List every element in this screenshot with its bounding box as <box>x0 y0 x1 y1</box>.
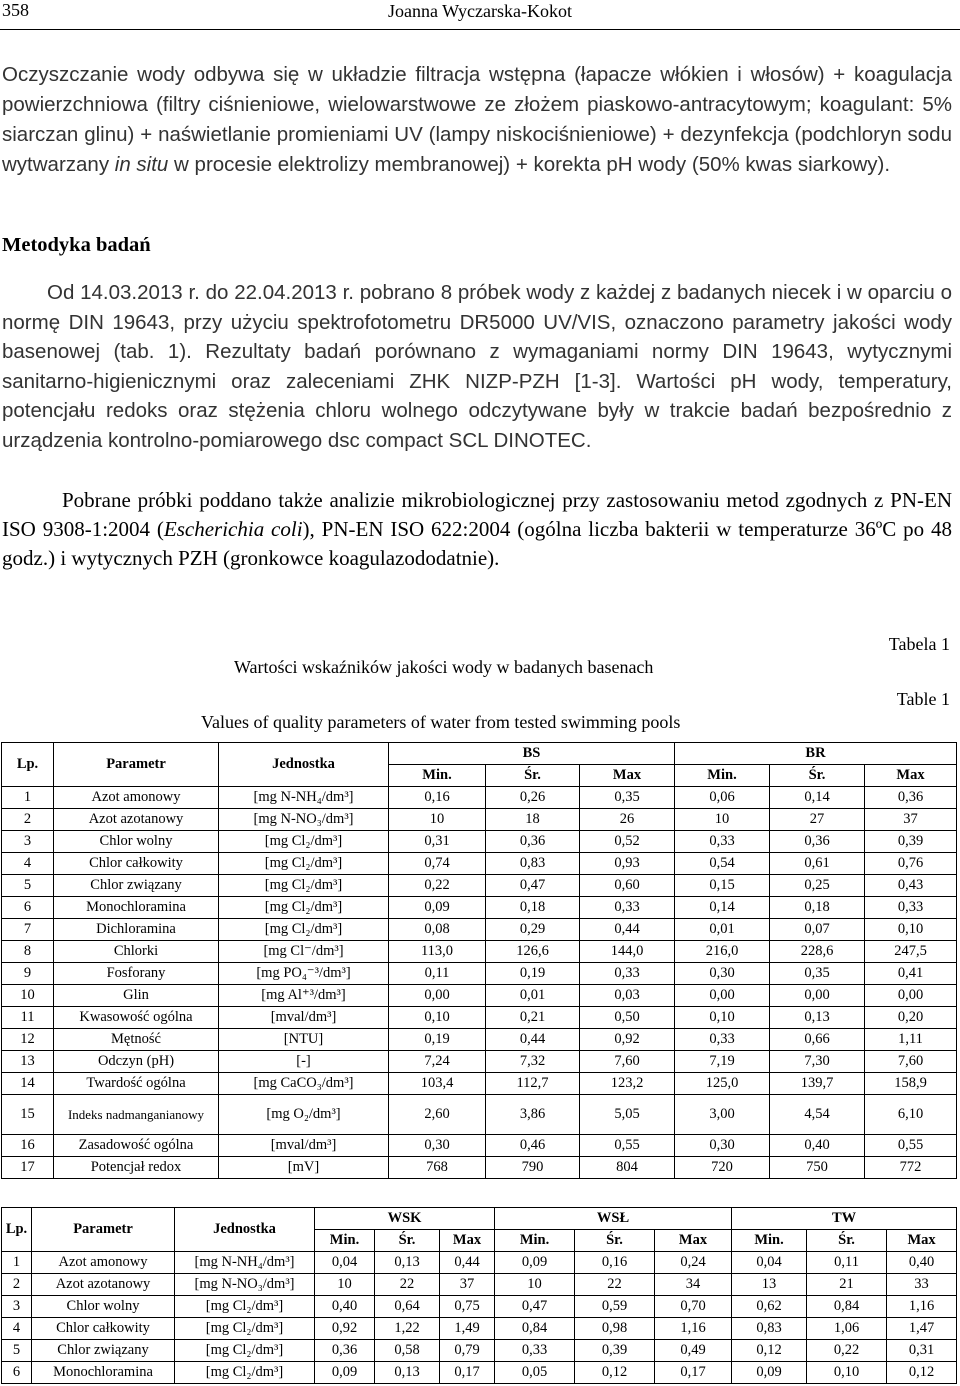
table-cell: 0,00 <box>865 985 957 1007</box>
table-cell: [mg N-NO₃/dm³] <box>175 1274 315 1296</box>
table-cell: 0,09 <box>389 897 486 919</box>
table-cell: 0,46 <box>486 1135 580 1157</box>
table-cell: Monochloramina <box>54 897 219 919</box>
table-cell: [mg Cl₂/dm³] <box>219 919 389 941</box>
table-cell: 0,33 <box>580 897 675 919</box>
table-cell: 5 <box>2 1340 32 1362</box>
table-cell: 1,16 <box>655 1318 732 1340</box>
table-cell: 0,84 <box>807 1296 887 1318</box>
table-cell: 0,30 <box>675 963 770 985</box>
table-cell: 0,00 <box>770 985 865 1007</box>
table-cell: Chlor związany <box>54 875 219 897</box>
table-row <box>2 1157 957 1179</box>
col-sr: Śr. <box>770 765 865 787</box>
table-cell: 1,22 <box>375 1318 440 1340</box>
quality-table-bs-br <box>1 742 957 1179</box>
table-cell: 0,92 <box>580 1029 675 1051</box>
table-cell: 0,35 <box>580 787 675 809</box>
paragraph-treatment-part2: w procesie elektrolizy membranowej) + korekta pH wody (50% kwas siarkowy). <box>168 153 891 176</box>
table-cell: [mg Cl₂/dm³] <box>219 897 389 919</box>
table-caption-pl: Wartości wskaźników jakości wody w badanych basenach <box>234 657 654 677</box>
table-cell: 0,36 <box>315 1340 375 1362</box>
table-row <box>2 1073 957 1095</box>
table-cell: Zasadowość ogólna <box>54 1135 219 1157</box>
table-cell: 0,11 <box>389 963 486 985</box>
table-cell: Chlor związany <box>32 1340 175 1362</box>
table-cell: 0,18 <box>770 897 865 919</box>
table-cell: 0,36 <box>770 831 865 853</box>
header-rule <box>0 29 960 30</box>
table-cell: 0,43 <box>865 875 957 897</box>
table-cell: 15 <box>2 1095 54 1135</box>
table-cell: 0,74 <box>389 853 486 875</box>
table-cell: 10 <box>675 809 770 831</box>
table-cell: 0,31 <box>389 831 486 853</box>
table-cell: 0,39 <box>865 831 957 853</box>
table-cell: 0,39 <box>575 1340 655 1362</box>
table-cell: 0,09 <box>495 1252 575 1274</box>
table-cell: 0,55 <box>865 1135 957 1157</box>
table-cell: [mg Cl₂/dm³] <box>219 831 389 853</box>
table-cell: 0,50 <box>580 1007 675 1029</box>
table-cell: 0,83 <box>486 853 580 875</box>
table-cell: Odczyn (pH) <box>54 1051 219 1073</box>
table-cell: 10 <box>2 985 54 1007</box>
table-cell: 0,49 <box>655 1340 732 1362</box>
table-cell: 0,83 <box>732 1318 807 1340</box>
table-cell: 9 <box>2 963 54 985</box>
table-cell: Chlor całkowity <box>54 853 219 875</box>
table-cell: [mg N-NH₄/dm³] <box>219 787 389 809</box>
table-cell: 0,58 <box>375 1340 440 1362</box>
table-cell: [mg N-NO₃/dm³] <box>219 809 389 831</box>
table-cell: 0,33 <box>675 831 770 853</box>
table-cell: 21 <box>807 1274 887 1296</box>
table-cell: 123,2 <box>580 1073 675 1095</box>
table-cell: 22 <box>375 1274 440 1296</box>
table-row <box>2 985 957 1007</box>
table-cell: 0,30 <box>389 1135 486 1157</box>
table-cell: Azot amonowy <box>54 787 219 809</box>
table-cell: 790 <box>486 1157 580 1179</box>
table-cell: 10 <box>495 1274 575 1296</box>
table-cell: 1 <box>2 787 54 809</box>
col-max: Max <box>440 1230 495 1252</box>
table-cell: 0,64 <box>375 1296 440 1318</box>
table-cell: 7,60 <box>580 1051 675 1073</box>
table-cell: 0,03 <box>580 985 675 1007</box>
table-row <box>2 1095 957 1135</box>
table-cell: 7,60 <box>865 1051 957 1073</box>
table-cell: 0,40 <box>887 1252 957 1274</box>
table-cell: 2,60 <box>389 1095 486 1135</box>
table-cell: 0,26 <box>486 787 580 809</box>
table-cell: 0,62 <box>732 1296 807 1318</box>
table-cell: 0,30 <box>675 1135 770 1157</box>
table-cell: 6 <box>2 1362 32 1384</box>
group-bs: BS <box>389 743 675 765</box>
table-caption-en: Values of quality parameters of water from tested swimming pools <box>201 712 681 732</box>
paragraph-microbiology-italic: Escherichia coli <box>163 517 303 541</box>
table-cell: 0,01 <box>675 919 770 941</box>
col-sr: Śr. <box>807 1230 887 1252</box>
table-cell: 144,0 <box>580 941 675 963</box>
table-cell: [mg Cl₂/dm³] <box>175 1362 315 1384</box>
table-cell: 3 <box>2 831 54 853</box>
table-row <box>2 941 957 963</box>
table-cell: 0,04 <box>315 1252 375 1274</box>
table-cell: 0,13 <box>375 1252 440 1274</box>
table-cell: 4 <box>2 853 54 875</box>
table-cell: 3 <box>2 1296 32 1318</box>
table-cell: 247,5 <box>865 941 957 963</box>
paragraph-treatment-part1: Oczyszczanie wody odbywa się w układzie filtracja wstępna (łapacze włókien i włosów) + koagulacja powierzchniowa (filtry ciśnieniowe, wielowarstwowe ze złożem piaskowo-antracytowym; koagulant: 5% siarczan glinu) + naświetlanie promieniami UV (lampy niskociśnieniowe) + dezynfekcja (podchloryn sodu wytwarzany <box>2 63 952 176</box>
table-cell: 11 <box>2 1007 54 1029</box>
table-cell: 1,06 <box>807 1318 887 1340</box>
table-cell: 0,10 <box>389 1007 486 1029</box>
table-cell: 0,44 <box>486 1029 580 1051</box>
table-cell: 0,17 <box>440 1362 495 1384</box>
section-heading: Metodyka badań <box>2 234 151 256</box>
running-head-author: Joanna Wyczarska-Kokot <box>387 1 573 21</box>
table-cell: 0,47 <box>495 1296 575 1318</box>
table-cell: Glin <box>54 985 219 1007</box>
table-cell: 0,79 <box>440 1340 495 1362</box>
table-cell: [NTU] <box>219 1029 389 1051</box>
table-cell: 13 <box>2 1051 54 1073</box>
table-cell: 1,11 <box>865 1029 957 1051</box>
table-cell: 2 <box>2 1274 32 1296</box>
table-cell: 1,16 <box>887 1296 957 1318</box>
table-cell: 0,17 <box>655 1362 732 1384</box>
table-cell: 139,7 <box>770 1073 865 1095</box>
table-cell: [mg Cl⁻/dm³] <box>219 941 389 963</box>
table-cell: 0,40 <box>315 1296 375 1318</box>
table-cell: 0,09 <box>315 1362 375 1384</box>
table-cell: [mg N-NH₄/dm³] <box>175 1252 315 1274</box>
table-cell: 37 <box>440 1274 495 1296</box>
col-min: Min. <box>315 1230 375 1252</box>
table-cell: 3,86 <box>486 1095 580 1135</box>
table-cell: 4,54 <box>770 1095 865 1135</box>
table-cell: 0,07 <box>770 919 865 941</box>
group-tw: TW <box>732 1208 957 1230</box>
paragraph-methodology: Od 14.03.2013 r. do 22.04.2013 r. pobrano 8 próbek wody z każdej z badanych niecek i w oparciu o normę DIN 19643, przy użyciu spektrofotometru DR5000 UV/VIS, oznaczono parametry jakości wody basenowej (tab. 1). Rezultaty badań porównano z wymaganiami normy DIN 19643, wytycznymi sanitarno-higienicznymi oraz zaleceniami ZHK NIZP-PZH [1-3]. Wartości pH wody, temperatury, potencjału redoks oraz stężenia chloru wolnego odczytywane były w trakcie badań bezpośrednio z urządzenia kontrolno-pomiarowego dsc compact SCL DINOTEC. <box>2 281 952 452</box>
table-cell: 0,76 <box>865 853 957 875</box>
col-min: Min. <box>389 765 486 787</box>
table-cell: 0,09 <box>732 1362 807 1384</box>
table-cell: Azot amonowy <box>32 1252 175 1274</box>
table-cell: 17 <box>2 1157 54 1179</box>
table-cell: 8 <box>2 941 54 963</box>
tabela-label: Tabela 1 <box>888 634 950 654</box>
table-cell: 0,31 <box>887 1340 957 1362</box>
table-row <box>2 1318 957 1340</box>
table-cell: 33 <box>887 1274 957 1296</box>
table-cell: 0,18 <box>486 897 580 919</box>
table-cell: 1,47 <box>887 1318 957 1340</box>
paragraph-microbiology <box>2 486 952 573</box>
col-lp: Lp. <box>2 1208 32 1252</box>
table-cell: 0,36 <box>486 831 580 853</box>
table-row <box>2 1296 957 1318</box>
table-cell: 0,10 <box>807 1362 887 1384</box>
table-label: Table 1 <box>896 689 950 709</box>
paragraph-treatment-italic: in situ <box>114 153 169 176</box>
col-max: Max <box>887 1230 957 1252</box>
table-cell: 10 <box>315 1274 375 1296</box>
table-cell: 768 <box>389 1157 486 1179</box>
paragraph-microbiology-part2: ), PN-EN ISO 622:2004 (ogólna liczba bakterii w temperaturze 36ºC po 48 godz.) i wytycznych PZH (gronkowce koagulazododatnie). <box>2 517 952 570</box>
col-jednostka: Jednostka <box>219 743 389 787</box>
table-cell: 0,00 <box>389 985 486 1007</box>
table-row <box>2 1362 957 1384</box>
col-sr: Śr. <box>575 1230 655 1252</box>
table-cell: 10 <box>389 809 486 831</box>
table-row <box>2 875 957 897</box>
table-row <box>2 1007 957 1029</box>
table-cell: Twardość ogólna <box>54 1073 219 1095</box>
table-cell: 4 <box>2 1318 32 1340</box>
table-row <box>2 1252 957 1274</box>
table-cell: 0,22 <box>807 1340 887 1362</box>
table-cell: 0,16 <box>389 787 486 809</box>
table-cell: Mętność <box>54 1029 219 1051</box>
table-cell: 0,52 <box>580 831 675 853</box>
table-cell: 34 <box>655 1274 732 1296</box>
table-cell: 0,33 <box>495 1340 575 1362</box>
page-number: 358 <box>2 0 29 20</box>
table-row <box>2 919 957 941</box>
table-row <box>2 853 957 875</box>
table-row <box>2 1029 957 1051</box>
table-cell: 3,00 <box>675 1095 770 1135</box>
table-cell: 0,25 <box>770 875 865 897</box>
group-wsk: WSK <box>315 1208 495 1230</box>
table-cell: 0,14 <box>675 897 770 919</box>
table-cell: Chlor wolny <box>54 831 219 853</box>
table-cell: 0,21 <box>486 1007 580 1029</box>
col-max: Max <box>580 765 675 787</box>
table-cell: 22 <box>575 1274 655 1296</box>
table-cell: 113,0 <box>389 941 486 963</box>
table-cell: 0,92 <box>315 1318 375 1340</box>
table-cell: 27 <box>770 809 865 831</box>
table-cell: 0,98 <box>575 1318 655 1340</box>
table-row <box>2 897 957 919</box>
table-cell: [-] <box>219 1051 389 1073</box>
table-row <box>2 809 957 831</box>
table-cell: [mg PO₄⁻³/dm³] <box>219 963 389 985</box>
table-cell: Chlorki <box>54 941 219 963</box>
table-cell: 0,36 <box>865 787 957 809</box>
table-cell: 0,70 <box>655 1296 732 1318</box>
paragraph-microbiology-part1: Pobrane próbki poddano także analizie mikrobiologicznej przy zastosowaniu metod zgodnych z PN-EN ISO 9308-1:2004 ( <box>2 488 952 541</box>
paragraph-treatment <box>2 60 952 180</box>
table-cell: 0,41 <box>865 963 957 985</box>
table-cell: [mg CaCO₃/dm³] <box>219 1073 389 1095</box>
table-cell: 0,13 <box>375 1362 440 1384</box>
table-cell: 0,35 <box>770 963 865 985</box>
table-cell: 158,9 <box>865 1073 957 1095</box>
table-cell: [mval/dm³] <box>219 1007 389 1029</box>
table-cell: 37 <box>865 809 957 831</box>
table-cell: 0,33 <box>865 897 957 919</box>
table-cell: 0,04 <box>732 1252 807 1274</box>
table-cell: 0,14 <box>770 787 865 809</box>
table-row <box>2 1274 957 1296</box>
table-cell: [mg O₂/dm³] <box>219 1095 389 1135</box>
table-cell: Azot azotanowy <box>32 1274 175 1296</box>
table-cell: 0,12 <box>732 1340 807 1362</box>
table-cell: [mV] <box>219 1157 389 1179</box>
table-cell: 0,29 <box>486 919 580 941</box>
table-cell: 0,05 <box>495 1362 575 1384</box>
table-cell: 7,24 <box>389 1051 486 1073</box>
table-cell: [mg Cl₂/dm³] <box>175 1340 315 1362</box>
group-wsl: WSŁ <box>495 1208 732 1230</box>
table-cell: Indeks nadmanganianowy <box>54 1095 219 1135</box>
table-cell: 0,13 <box>770 1007 865 1029</box>
table-cell: 0,44 <box>440 1252 495 1274</box>
table-cell: 216,0 <box>675 941 770 963</box>
col-max: Max <box>865 765 957 787</box>
table-cell: 0,93 <box>580 853 675 875</box>
table-cell: 720 <box>675 1157 770 1179</box>
table-cell: 0,06 <box>675 787 770 809</box>
table-cell: 0,11 <box>807 1252 887 1274</box>
table-row <box>2 963 957 985</box>
table-cell: 0,19 <box>486 963 580 985</box>
col-sr: Śr. <box>486 765 580 787</box>
table-cell: Monochloramina <box>32 1362 175 1384</box>
table-cell: Azot azotanowy <box>54 809 219 831</box>
table-cell: Dichloramina <box>54 919 219 941</box>
table-cell: 0,66 <box>770 1029 865 1051</box>
table-cell: 0,47 <box>486 875 580 897</box>
table-cell: [mg Al⁺³/dm³] <box>219 985 389 1007</box>
table-cell: 804 <box>580 1157 675 1179</box>
col-parametr: Parametr <box>32 1208 175 1252</box>
table-cell: Potencjał redox <box>54 1157 219 1179</box>
table-cell: 0,59 <box>575 1296 655 1318</box>
table-cell: 0,75 <box>440 1296 495 1318</box>
table-cell: 0,84 <box>495 1318 575 1340</box>
table-cell: 0,33 <box>675 1029 770 1051</box>
table-cell: 0,33 <box>580 963 675 985</box>
table-cell: 12 <box>2 1029 54 1051</box>
table-cell: 0,12 <box>575 1362 655 1384</box>
table-cell: 26 <box>580 809 675 831</box>
table-cell: 0,15 <box>675 875 770 897</box>
table-cell: 0,00 <box>675 985 770 1007</box>
table-cell: 14 <box>2 1073 54 1095</box>
table-cell: 750 <box>770 1157 865 1179</box>
table-cell: 0,54 <box>675 853 770 875</box>
table-cell: Kwasowość ogólna <box>54 1007 219 1029</box>
table-cell: [mg Cl₂/dm³] <box>219 875 389 897</box>
page-header <box>0 0 960 24</box>
table-row <box>2 1051 957 1073</box>
table-cell: 0,12 <box>887 1362 957 1384</box>
col-min: Min. <box>732 1230 807 1252</box>
col-max: Max <box>655 1230 732 1252</box>
table-cell: 1,49 <box>440 1318 495 1340</box>
table-cell: 0,16 <box>575 1252 655 1274</box>
table-cell: 0,44 <box>580 919 675 941</box>
table-row <box>2 1135 957 1157</box>
table-cell: 103,4 <box>389 1073 486 1095</box>
table-cell: 112,7 <box>486 1073 580 1095</box>
table-cell: 0,24 <box>655 1252 732 1274</box>
table-cell: 0,60 <box>580 875 675 897</box>
table-cell: 16 <box>2 1135 54 1157</box>
col-jednostka: Jednostka <box>175 1208 315 1252</box>
col-min: Min. <box>675 765 770 787</box>
col-sr: Śr. <box>375 1230 440 1252</box>
table-cell: 0,61 <box>770 853 865 875</box>
col-lp: Lp. <box>2 743 54 787</box>
table-cell: 18 <box>486 809 580 831</box>
table-row <box>2 787 957 809</box>
table-cell: 0,08 <box>389 919 486 941</box>
table-cell: 0,55 <box>580 1135 675 1157</box>
table-cell: 7,19 <box>675 1051 770 1073</box>
table-cell: Chlor wolny <box>32 1296 175 1318</box>
group-br: BR <box>675 743 957 765</box>
table-cell: 0,10 <box>865 919 957 941</box>
col-parametr: Parametr <box>54 743 219 787</box>
table-cell: 7,32 <box>486 1051 580 1073</box>
table-cell: 126,6 <box>486 941 580 963</box>
table-row <box>2 1340 957 1362</box>
table-cell: 6 <box>2 897 54 919</box>
table-cell: 2 <box>2 809 54 831</box>
quality-table-wsk-wsl-tw <box>1 1207 957 1384</box>
table-cell: 5,05 <box>580 1095 675 1135</box>
table-cell: 125,0 <box>675 1073 770 1095</box>
table-row <box>2 831 957 853</box>
table-cell: 0,40 <box>770 1135 865 1157</box>
table-cell: 13 <box>732 1274 807 1296</box>
table-cell: 0,19 <box>389 1029 486 1051</box>
table-cell: 5 <box>2 875 54 897</box>
table-cell: [mg Cl₂/dm³] <box>175 1318 315 1340</box>
table-cell: 228,6 <box>770 941 865 963</box>
table-cell: 1 <box>2 1252 32 1274</box>
table-cell: 0,20 <box>865 1007 957 1029</box>
table-cell: Fosforany <box>54 963 219 985</box>
table-cell: [mg Cl₂/dm³] <box>219 853 389 875</box>
table-cell: 0,22 <box>389 875 486 897</box>
table-cell: 7 <box>2 919 54 941</box>
table-cell: 772 <box>865 1157 957 1179</box>
table-cell: 6,10 <box>865 1095 957 1135</box>
table-cell: 7,30 <box>770 1051 865 1073</box>
table-cell: 0,01 <box>486 985 580 1007</box>
table-cell: 0,10 <box>675 1007 770 1029</box>
col-min: Min. <box>495 1230 575 1252</box>
table-cell: Chlor całkowity <box>32 1318 175 1340</box>
table-cell: [mg Cl₂/dm³] <box>175 1296 315 1318</box>
table-cell: [mval/dm³] <box>219 1135 389 1157</box>
